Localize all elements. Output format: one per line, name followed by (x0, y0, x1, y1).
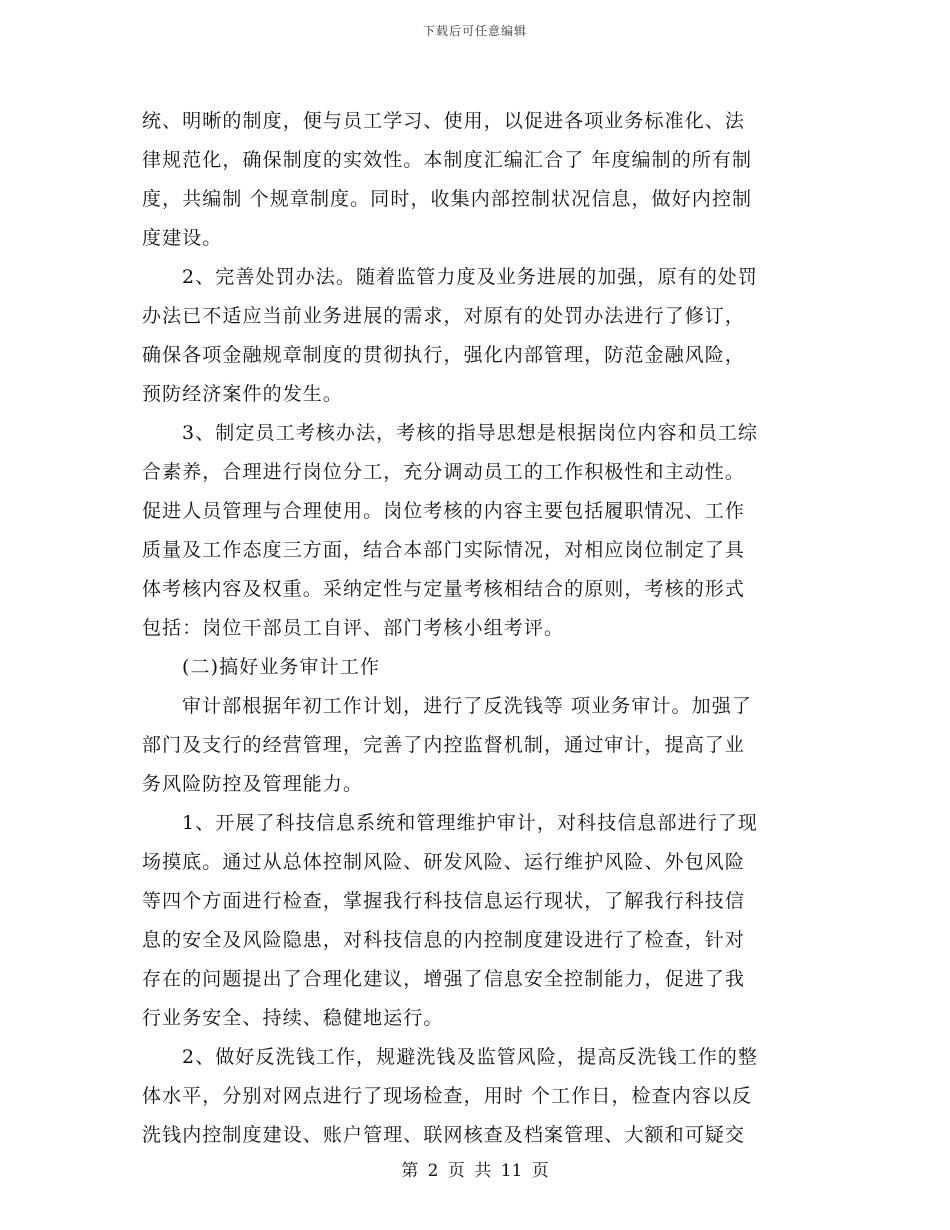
text-line: 等四个方面进行检查，掌握我行科技信息运行现状，了解我行科技信 (142, 890, 746, 912)
document-body (142, 102, 810, 1155)
text-line: 3、制定员工考核办法，考核的指导思想是根据岗位内容和员工综 (182, 422, 758, 444)
text-line: 息的安全及风险隐患，对科技信息的内控制度建设进行了检查，针对 (142, 929, 746, 951)
text-line: 务风险防控及管理能力。 (142, 773, 364, 795)
text-line: 1、开展了科技信息系统和管理维护审计，对科技信息部进行了现 (182, 812, 758, 834)
text-line: 体水平，分别对网点进行了现场检查，用时 个工作日，检查内容以反 (142, 1085, 753, 1107)
text-line: 确保各项金融规章制度的贯彻执行，强化内部管理，防范金融风险， (142, 344, 746, 366)
page-header: 下载后可任意编辑 (422, 24, 527, 38)
text-line: 2、做好反洗钱工作，规避洗钱及监管风险，提高反洗钱工作的整 (182, 1046, 758, 1068)
text-line: 场摸底。通过从总体控制风险、研发风险、运行维护风险、外包风险 (142, 851, 746, 873)
text-line: 度建设。 (142, 227, 223, 249)
text-line: 合素养，合理进行岗位分工，充分调动员工的工作积极性和主动性。 (142, 461, 746, 483)
text-line: 洗钱内控制度建设、账户管理、联网核查及档案管理、大额和可疑交 (142, 1124, 746, 1146)
text-line: 存在的问题提出了合理化建议，增强了信息安全控制能力，促进了我 (142, 968, 746, 990)
text-line: 度，共编制 个规章制度。同时，收集内部控制状况信息，做好内控制 (142, 188, 753, 210)
page-number-footer: 第 2 页 共 11 页 (401, 1161, 549, 1181)
text-line: 预防经济案件的发生。 (142, 383, 344, 405)
text-line: 办法已不适应当前业务进展的需求，对原有的处罚办法进行了修订， (142, 305, 746, 327)
text-line: 部门及支行的经营管理，完善了内控监督机制，通过审计，提高了业 (142, 734, 746, 756)
text-line: 包括：岗位干部员工自评、部门考核小组考评。 (142, 617, 565, 639)
text-line: 质量及工作态度三方面，结合本部门实际情况，对相应岗位制定了具 (142, 539, 746, 561)
text-line: 体考核内容及权重。采纳定性与定量考核相结合的原则，考核的形式 (142, 578, 746, 600)
text-line: 审计部根据年初工作计划，进行了反洗钱等 项业务审计。加强了 (182, 695, 752, 717)
text-line: 促进人员管理与合理使用。岗位考核的内容主要包括履职情况、工作 (142, 500, 746, 522)
text-line: 统、明晰的制度，便与员工学习、使用，以促进各项业务标准化、法 (142, 110, 746, 132)
text-line: 行业务安全、持续、稳健地运行。 (142, 1007, 444, 1029)
text-line: (二)搞好业务审计工作 (182, 656, 380, 678)
text-line: 2、完善处罚办法。随着监管力度及业务进展的加强，原有的处罚 (182, 266, 758, 288)
text-line: 律规范化，确保制度的实效性。本制度汇编汇合了 年度编制的所有制 (142, 149, 753, 171)
